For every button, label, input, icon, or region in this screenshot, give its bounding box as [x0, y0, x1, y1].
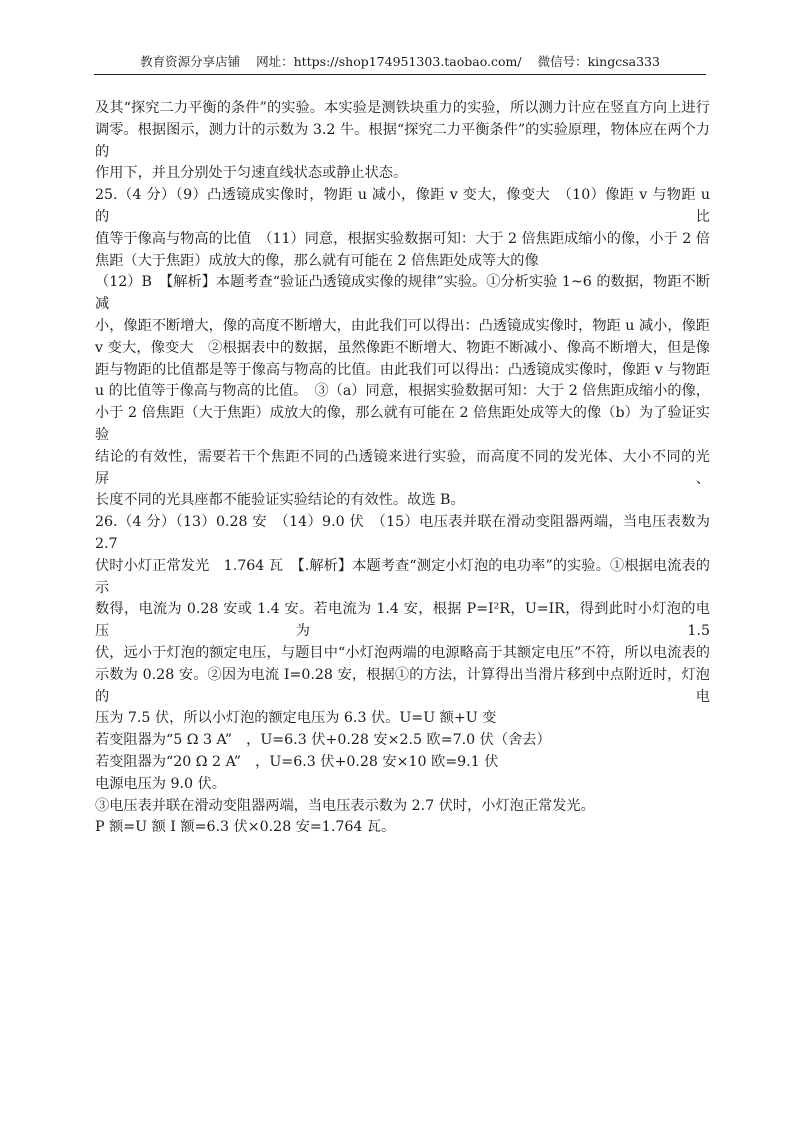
text-line: 伏，远小于灯泡的额定电压，与题目中“小灯泡两端的电源略高于其额定电压”不符，所以电流表的 [95, 644, 710, 661]
shop-url [256, 54, 522, 69]
wechat-id: 微信号：kingcsa333 [537, 54, 660, 69]
text-line: 及其“探究二力平衡的条件”的实验。本实验是测铁块重力的实验，所以测力计应在竖直方向上进行 [95, 100, 710, 116]
text-line: v 变大，像变大 ②根据表中的数据，虽然像距不断增大、物距不断减小、像高不断增大，但是像 [95, 339, 710, 356]
url-label: 网址： [256, 54, 294, 69]
text-line: 值等于像高与物高的比值 （11）同意，根据实验数据可知：大于 2 倍焦距成缩小的像，小于 2 倍 [95, 230, 710, 247]
text-line: 小于 2 倍焦距（大于焦距）成放大的像，那么就有可能在 2 倍焦距处成等大的像（b）为了验证实验 [95, 405, 710, 443]
url-text: https://shop174951303.taobao.com/ [293, 54, 522, 69]
text-line: 焦距（大于焦距）成放大的像，那么就有可能在 2 倍焦距处成等大的像 [95, 252, 539, 269]
text-line: 结论的有效性，需要若干个焦距不同的凸透镜来进行实验，而高度不同的发光体、大小不同的光屏、 [95, 448, 710, 487]
text-line: 小，像距不断增大，像的高度不断增大，由此我们可以得出：凸透镜成实像时，物距 u 减小，像距 [95, 317, 710, 334]
q25-line: 25.（4 分）（9）凸透镜成实像时，物距 u 减小，像距 v 变大，像变大 （10）像距 v 与物距 u 的比 [95, 187, 710, 225]
text-line: 电源电压为 9.0 伏。 [95, 775, 226, 792]
text-line: P 额=U 额 I 额=6.3 伏×0.28 安=1.764 瓦。 [95, 819, 396, 836]
page-header [94, 52, 706, 75]
text-line: u 的比值等于像高与物高的比值。 ③（a）同意，根据实验数据可知：大于 2 倍焦距成缩小的像， [95, 383, 710, 400]
text-line: 压为 7.5 伏，所以小灯泡的额定电压为 6.3 伏。U=U 额+U 变 [95, 710, 497, 727]
text-line: 示数为 0.28 安。②因为电流 I=0.28 安，根据①的方法，计算得出当滑片移到中点附近时，灯泡的电 [95, 666, 710, 705]
text-line: 距与物距的比值都是等于像高与物高的比值。由此我们可以得出：凸透镜成实像时，像距 v 与物距 [95, 361, 710, 378]
text-line: （12）B 【解析】本题考查“验证凸透镜成实像的规律”实验。①分析实验 1~6 的数据，物距不断减 [95, 274, 710, 313]
q26-line: 26.（4 分）（13）0.28 安 （14）9.0 伏 （15）电压表并联在滑动变阻器两端，当电压表数为 2.7 [95, 514, 710, 552]
text-line: 数得，电流为 0.28 安或 1.4 安。若电流为 1.4 安，根据 P=I²R，U=IR，得到此时小灯泡的电压为 1.5 [95, 601, 710, 640]
text-line: 伏时小灯正常发光 1.764 瓦 【.解析】本题考查“测定小灯泡的电功率”的实验。①根据电流表的示 [95, 557, 710, 596]
shop-name: 教育资源分享店铺 [140, 54, 241, 69]
document-body [95, 98, 710, 839]
text-line: 若变阻器为“20 Ω 2 A” ，U=6.3 伏+0.28 安×10 欧=9.1 伏 [95, 753, 499, 770]
text-line: 调零。根据图示，测力计的示数为 3.2 牛。根据“探究二力平衡条件”的实验原理，物体应在两个力的 [95, 121, 710, 160]
text-line: 长度不同的光具座都不能验证实验结论的有效性。故选 B。 [95, 492, 465, 509]
text-line: 若变阻器为“5 Ω 3 A” ，U=6.3 伏+0.28 安×2.5 欧=7.0 伏（舍去） [95, 732, 551, 749]
text-line: ③电压表并联在滑动变阻器两端，当电压表示数为 2.7 伏时，小灯泡正常发光。 [95, 797, 595, 814]
text-line: 作用下，并且分别处于匀速直线状态或静止状态。 [95, 165, 408, 182]
